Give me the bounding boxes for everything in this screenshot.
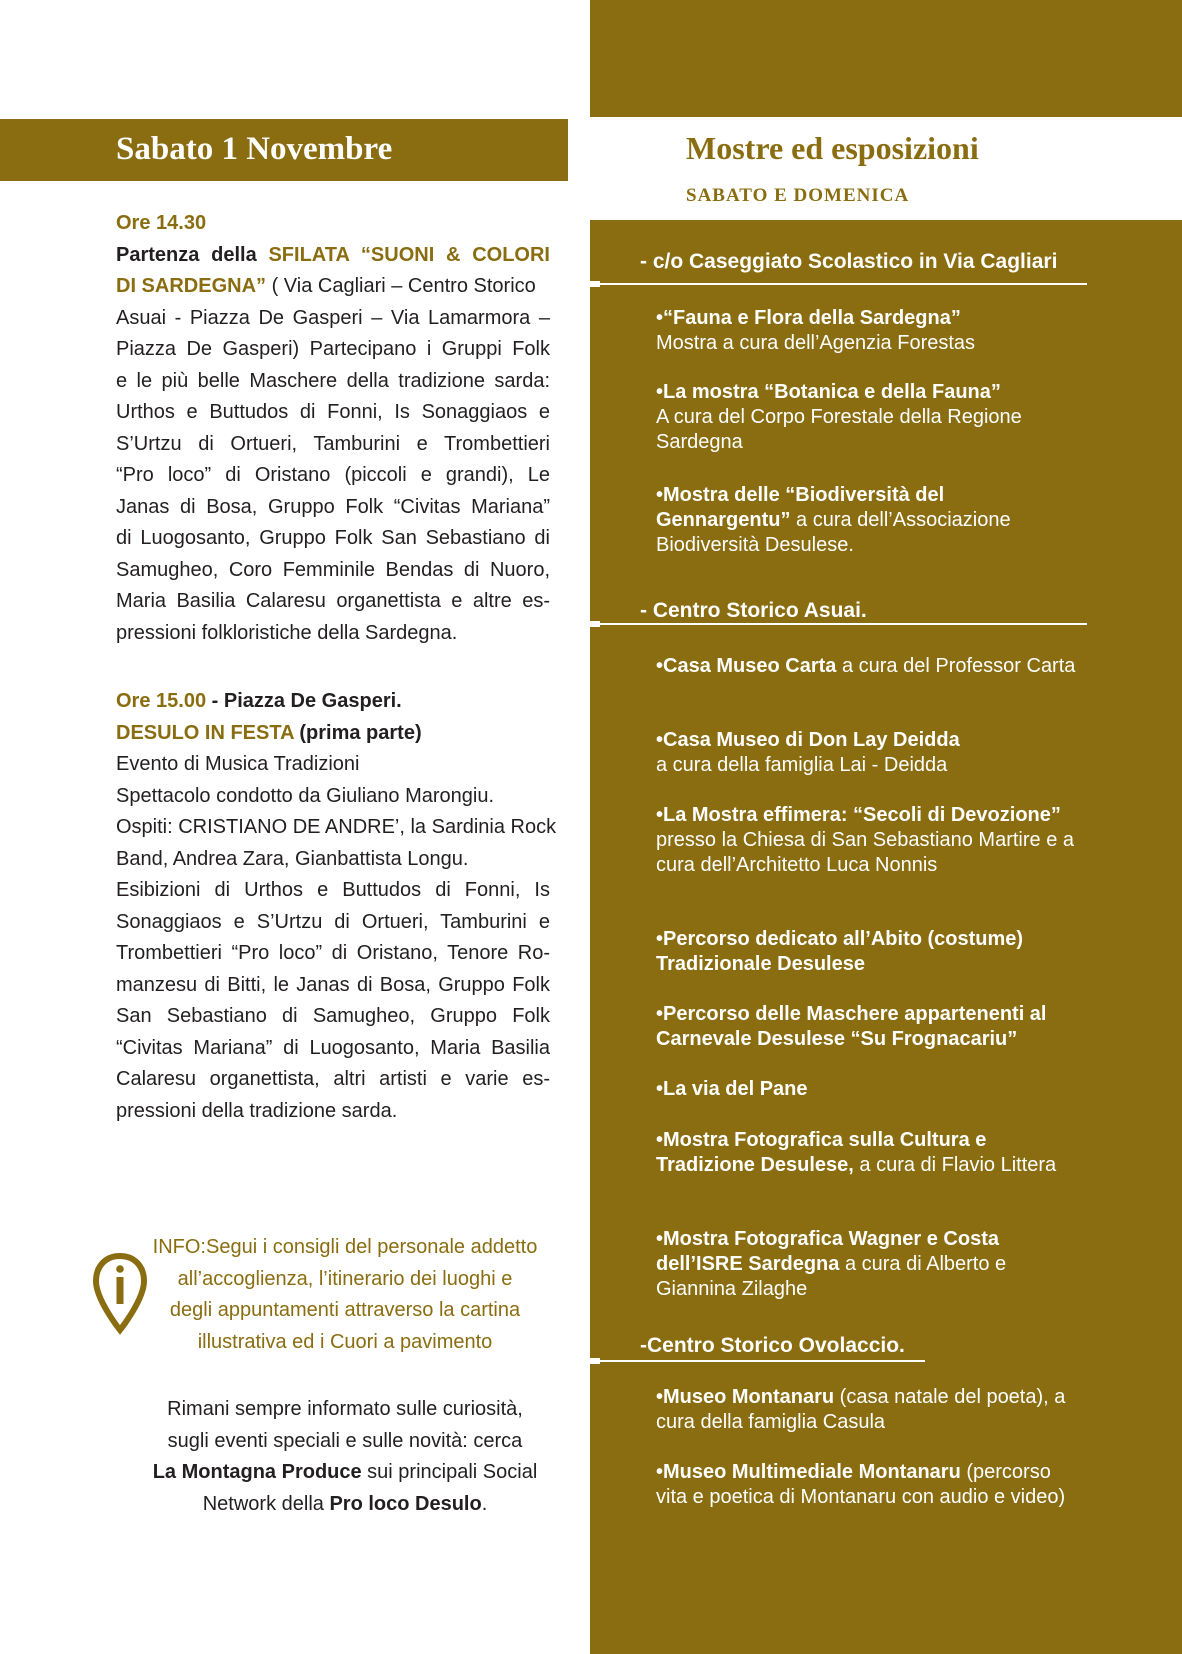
section-divider [596,1360,925,1362]
event-1 [116,208,550,649]
social-line-3 [130,1457,560,1489]
event-2-text-line: Sonaggiaos e S’Urtzu di Ortueri, Tamburini e [116,910,550,933]
exhibition-item [656,483,1076,558]
social-brand: La Montagna Produce [152,1461,362,1483]
section-divider [596,623,1087,625]
event-2 [116,686,557,1127]
social-line-4 [130,1489,560,1521]
exhibition-item-title: •Percorso dedicato all’Abito (costume) Tradizionale Desulese [656,928,1024,975]
exhibition-item-detail: a cura della famiglia Lai - Deidda [656,754,948,776]
social-line-1: Rimani sempre informato sulle curiosità, [167,1398,523,1420]
exhibition-item-detail: a cura di Alberto e Giannina Zilaghe [656,1253,1007,1300]
exhibition-item-title: •La via del Pane [656,1078,808,1100]
event-2-text-line: San Sebastiano di Samugheo, Gruppo Folk [116,1005,550,1027]
event-2-name-suffix: (prima parte) [293,721,422,744]
exhibition-item-title: •Casa Museo Carta [656,655,837,677]
exhibition-item [656,803,1076,878]
exhibition-item-title: •Mostra delle “Biodiversità del Gennargentu” [656,484,945,531]
exhibition-section-title: - Centro Storico Asuai. [640,599,867,622]
section-divider [596,283,1087,285]
exhibition-item [656,1128,1076,1178]
event-1-intro: Partenza della [116,243,269,266]
exhibition-item [656,927,1076,977]
event-1-text-line: Samugheo, Coro Femminile Bendas di Nuoro, [116,558,550,581]
event-1-route-start: ( Via Cagliari – Centro Storico [266,275,536,297]
event-2-performers [116,875,550,1096]
section-divider-dot [590,621,600,627]
event-2-name-row [116,718,550,750]
event-1-text-line: “Pro loco” di Oristano (piccoli e grandi), Le [116,464,550,486]
event-2-text-line: Calaresu organettista, altri artisti e varie es- [116,1068,550,1090]
event-1-text-line: Piazza De Gasperi) Partecipano i Gruppi Folk [116,338,550,360]
event-1-name-line-2: DI SARDEGNA” [116,275,267,297]
event-2-text-line: Trombettieri “Pro loco” di Oristano, Tenore Ro- [116,942,550,964]
info-line: degli appuntamenti attraverso la cartina [169,1299,521,1321]
social-proloco: Pro loco Desulo [329,1492,482,1515]
social-line-4-end: . [481,1492,488,1515]
exhibition-item-title: •“Fauna e Flora della Sardegna” [656,307,961,329]
exhibition-item-detail: a cura dell’Associazione Biodiversità Desulese. [656,509,1011,556]
event-2-text-line: “Civitas Mariana” di Luogosanto, Maria Basilia [116,1036,550,1059]
exhibition-item [656,1460,1076,1510]
exhibition-item [656,1385,1076,1435]
exhibition-item-title: •Museo Multimediale Montanaru [656,1461,961,1483]
exhibition-item-title: •Mostra Fotografica sulla Cultura e Tradizione Desulese, [656,1129,987,1176]
social-note [130,1394,560,1520]
exhibition-item-title: •Museo Montanaru [656,1386,835,1408]
exhibition-item-title: •Mostra Fotografica Wagner e Costa dell’ISRE Sardegna [656,1228,999,1275]
event-1-text-line: e le più belle Maschere della tradizione sarda: [116,369,550,392]
event-2-heading [116,686,550,718]
event-2-name: DESULO IN FESTA [116,721,294,744]
exhibition-item-detail: presso la Chiesa di San Sebastiano Martire e a cura dell’Architetto Luca Nonnis [656,829,1075,876]
event-1-time: Ore 14.30 [116,212,207,234]
info-line: all’accoglienza, l’itinerario dei luoghi e [177,1267,513,1290]
section-divider-dot [590,1358,600,1364]
exhibition-item-title: •La mostra “Botanica e della Fauna” [656,381,1001,403]
info-line: illustrativa ed i Cuori a pavimento [197,1330,493,1353]
exhibitions-title: Mostre ed esposizioni [686,130,979,166]
exhibition-item-detail: (casa natale del poeta), a cura della famiglia Casula [656,1386,1066,1433]
event-2-last-line: pressioni della tradizione sarda. [116,1099,398,1122]
event-1-body-line-2 [116,271,550,303]
event-1-text-line: Janas di Bosa, Gruppo Folk “Civitas Mariana” [116,495,550,518]
event-1-text-line: Asuai - Piazza De Gasperi – Via Lamarmora – [116,306,550,329]
exhibition-item-detail: A cura del Corpo Forestale della Regione Sardegna [656,406,1022,453]
event-2-text-line: Spettacolo condotto da Giuliano Marongiu. [116,784,495,807]
exhibition-item [656,654,1076,679]
event-2-details [116,749,557,875]
social-line-3-rest: sui principali Social [361,1461,538,1483]
event-1-text-line: S’Urtzu di Ortueri, Tamburini e Trombettieri [116,432,550,455]
exhibition-item-detail: Mostra a cura dell’Agenzia Forestas [656,332,976,354]
exhibition-item [656,1002,1076,1052]
exhibition-item-title: •La Mostra effimera: “Secoli di Devozione” [656,804,1061,826]
event-1-last-line: pressioni folkloristiche della Sardegna. [116,621,458,644]
event-2-text-line: manzesu di Bitti, le Janas di Bosa, Gruppo Folk [116,973,550,996]
exhibition-item [656,1227,1076,1302]
event-1-text-line: Urthos e Buttudos di Fonni, Is Sonaggiaos e [116,401,550,423]
event-2-text-line: Evento di Musica Tradizioni [116,753,360,775]
exhibition-section-title: - c/o Caseggiato Scolastico in Via Cagliari [640,250,1058,273]
page-title: Sabato 1 Novembre [116,131,393,167]
exhibition-item-title: •Percorso delle Maschere appartenenti al Carnevale Desulese “Su Frognacariu” [656,1003,1047,1050]
event-1-text-line: Maria Basilia Calaresu organettista e altre es- [116,590,550,612]
exhibition-item [656,380,1076,455]
social-line-2: sugli eventi speciali e sulle novità: cerca [167,1429,523,1452]
exhibition-item-title: •Casa Museo di Don Lay Deidda [656,729,960,751]
event-2-text-line: Band, Andrea Zara, Gianbattista Longu. [116,847,469,870]
event-1-name-line-1: SFILATA “SUONI & COLORI [268,243,550,266]
event-2-text-line: Ospiti: CRISTIANO DE ANDRE’, la Sardinia Rock [116,816,557,838]
exhibition-item-detail: a cura di Flavio Littera [853,1154,1057,1176]
event-1-description [116,303,550,618]
exhibition-section-title: -Centro Storico Ovolaccio. [640,1334,905,1357]
exhibition-item [656,728,1076,778]
exhibition-item [656,306,1076,356]
left-header-band [0,119,568,181]
event-2-time: Ore 15.00 [116,690,207,712]
event-1-body [116,240,550,272]
exhibition-item-detail: a cura del Professor Carta [836,655,1076,677]
info-line: INFO:Segui i consigli del personale addetto [152,1236,538,1258]
exhibition-item-detail: (percorso vita e poetica di Montanaru con audio e video) [656,1461,1066,1508]
exhibition-item [656,1077,1076,1102]
section-divider-dot [590,281,600,287]
event-1-text-line: di Luogosanto, Gruppo Folk San Sebastiano di [116,527,550,549]
right-top-band [590,0,1182,117]
event-2-text-line: Esibizioni di Urthos e Buttudos di Fonni, Is [116,879,550,901]
info-note [130,1232,560,1358]
exhibitions-subtitle: SABATO E DOMENICA [686,185,910,206]
event-2-place: - Piazza De Gasperi. [206,690,402,712]
social-line-4-start: Network della [202,1492,330,1515]
